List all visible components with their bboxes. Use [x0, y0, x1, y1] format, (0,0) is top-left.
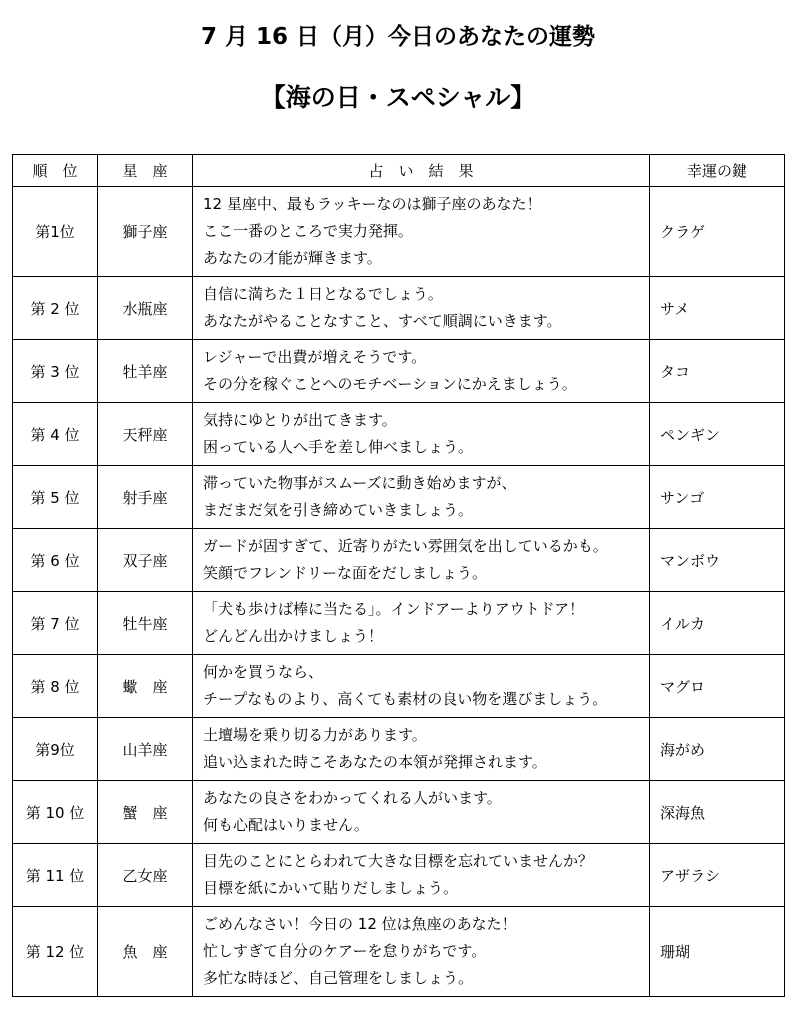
table-row: [13, 277, 785, 340]
fortune-result-cell: [193, 655, 650, 718]
lucky-key-cell: 珊瑚: [650, 907, 785, 997]
header-rank: 順 位: [13, 155, 98, 187]
fortune-result-cell: [193, 718, 650, 781]
fortune-line: 目先のことにとらわれて大きな目標を忘れていませんか？: [203, 852, 594, 870]
fortune-line: レジャーで出費が増えそうです。: [203, 348, 427, 366]
fortune-line: どんどん出かけましょう！: [203, 627, 384, 645]
fortune-result-cell: [193, 340, 650, 403]
rank-cell: 第1位: [13, 187, 98, 277]
zodiac-sign-cell: 蠍 座: [98, 655, 193, 718]
rank-cell: 第 6 位: [13, 529, 98, 592]
table-row: [13, 718, 785, 781]
rank-cell: 第 2 位: [13, 277, 98, 340]
page-title: 7 月 16 日（月）今日のあなたの運勢: [200, 24, 596, 50]
table-row: [13, 466, 785, 529]
rank-cell: 第 4 位: [13, 403, 98, 466]
table-row: [13, 403, 785, 466]
fortune-line: 自信に満ちた１日となるでしょう。: [203, 285, 443, 303]
fortune-line: 笑顔でフレンドリーな面をだしましょう。: [203, 564, 488, 582]
header-result: 占 い 結 果: [193, 155, 650, 187]
fortune-line: ごめんなさい！今日の 12 位は魚座のあなた！: [203, 915, 517, 933]
fortune-line: あなたの良さをわかってくれる人がいます。: [203, 789, 502, 807]
fortune-table: [12, 154, 785, 997]
rank-cell: 第 8 位: [13, 655, 98, 718]
table-row: [13, 655, 785, 718]
table-header-row: [13, 155, 785, 187]
rank-cell: 第 10 位: [13, 781, 98, 844]
fortune-line: 気持にゆとりが出てきます。: [203, 411, 397, 429]
header-key: 幸運の鍵: [650, 155, 785, 187]
fortune-line: その分を稼ぐことへのモチベーションにかえましょう。: [203, 375, 577, 393]
rank-cell: 第 5 位: [13, 466, 98, 529]
fortune-result-cell: [193, 187, 650, 277]
lucky-key-cell: マグロ: [650, 655, 785, 718]
zodiac-sign-cell: 獅子座: [98, 187, 193, 277]
fortune-line: 目標を紙にかいて貼りだしましょう。: [203, 879, 459, 897]
table-row: [13, 187, 785, 277]
table-row: [13, 781, 785, 844]
rank-cell: 第 7 位: [13, 592, 98, 655]
zodiac-sign-cell: 蟹 座: [98, 781, 193, 844]
lucky-key-cell: ペンギン: [650, 403, 785, 466]
fortune-result-cell: [193, 277, 650, 340]
fortune-result-cell: [193, 781, 650, 844]
rank-cell: 第 12 位: [13, 907, 98, 997]
lucky-key-cell: マンボウ: [650, 529, 785, 592]
lucky-key-cell: 海がめ: [650, 718, 785, 781]
fortune-result-cell: [193, 907, 650, 997]
lucky-key-cell: イルカ: [650, 592, 785, 655]
table-row: [13, 529, 785, 592]
fortune-line: 何も心配はいりません。: [203, 816, 369, 834]
fortune-line: 滞っていた物事がスムーズに動き始めますが、: [203, 474, 517, 492]
zodiac-sign-cell: 牡牛座: [98, 592, 193, 655]
fortune-line: 土壇場を乗り切る力があります。: [203, 726, 427, 744]
table-row: [13, 907, 785, 997]
fortune-line: 困っている人へ手を差し伸べましょう。: [203, 438, 474, 456]
lucky-key-cell: サンゴ: [650, 466, 785, 529]
zodiac-sign-cell: 双子座: [98, 529, 193, 592]
fortune-result-cell: [193, 592, 650, 655]
fortune-result-cell: [193, 403, 650, 466]
zodiac-sign-cell: 水瓶座: [98, 277, 193, 340]
lucky-key-cell: タコ: [650, 340, 785, 403]
zodiac-sign-cell: 射手座: [98, 466, 193, 529]
fortune-line: 「犬も歩けば棒に当たる」。インドアーよりアウトドア！: [203, 600, 585, 618]
fortune-result-cell: [193, 529, 650, 592]
fortune-line: まだまだ気を引き締めていきましょう。: [203, 501, 474, 519]
fortune-line: 多忙な時ほど、自己管理をしましょう。: [203, 969, 474, 987]
fortune-line: 忙しすぎて自分のケアーを怠りがちです。: [203, 942, 487, 960]
lucky-key-cell: 深海魚: [650, 781, 785, 844]
zodiac-sign-cell: 牡羊座: [98, 340, 193, 403]
table-row: [13, 844, 785, 907]
fortune-line: 何かを買うなら、: [203, 663, 324, 681]
rank-cell: 第 11 位: [13, 844, 98, 907]
header-sign: 星 座: [98, 155, 193, 187]
table-row: [13, 340, 785, 403]
lucky-key-cell: サメ: [650, 277, 785, 340]
page-subtitle: 【海の日・スペシャル】: [260, 83, 536, 112]
table-row: [13, 592, 785, 655]
zodiac-sign-cell: 魚 座: [98, 907, 193, 997]
lucky-key-cell: アザラシ: [650, 844, 785, 907]
rank-cell: 第 3 位: [13, 340, 98, 403]
zodiac-sign-cell: 乙女座: [98, 844, 193, 907]
fortune-line: ここ一番のところで実力発揮。: [203, 222, 413, 240]
zodiac-sign-cell: 天秤座: [98, 403, 193, 466]
fortune-line: あなたがやることなすこと、すべて順調にいきます。: [203, 312, 562, 330]
fortune-line: 12 星座中、最もラッキーなのは獅子座のあなた！: [203, 195, 542, 213]
fortune-line: ガードが固すぎて、近寄りがたい雰囲気を出しているかも。: [203, 537, 608, 555]
fortune-line: 追い込まれた時こそあなたの本領が発揮されます。: [203, 753, 547, 771]
fortune-result-cell: [193, 844, 650, 907]
rank-cell: 第9位: [13, 718, 98, 781]
zodiac-sign-cell: 山羊座: [98, 718, 193, 781]
fortune-line: チープなものより、高くても素材の良い物を選びましょう。: [203, 690, 608, 708]
lucky-key-cell: クラゲ: [650, 187, 785, 277]
fortune-result-cell: [193, 466, 650, 529]
fortune-line: あなたの才能が輝きます。: [203, 249, 382, 267]
